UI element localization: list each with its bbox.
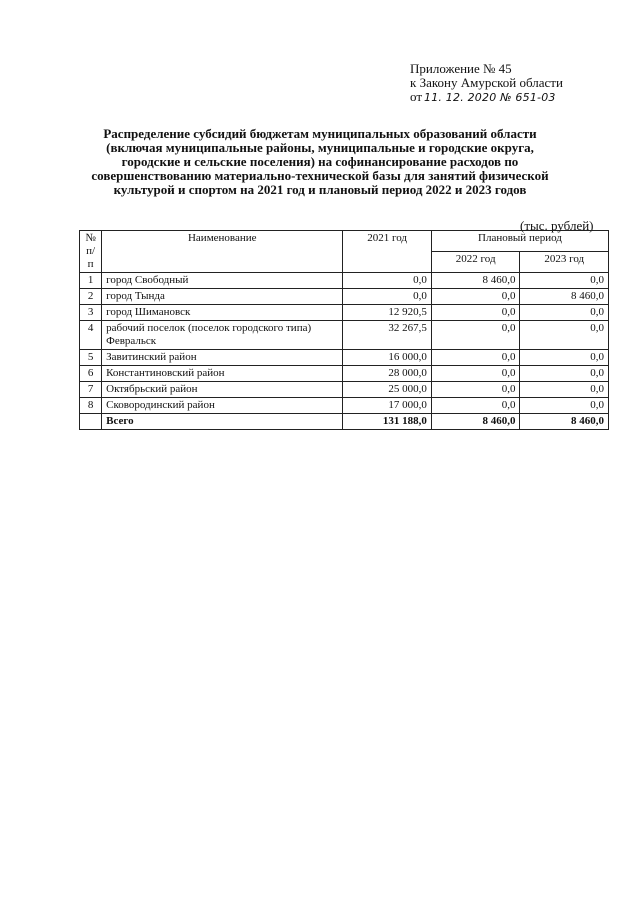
subsidy-table [79, 230, 609, 430]
header-2023: 2023 год [520, 252, 609, 273]
row-name: город Тында [102, 289, 343, 305]
appendix-header [410, 62, 563, 105]
row-2023: 0,0 [520, 398, 609, 414]
row-2021: 17 000,0 [343, 398, 432, 414]
total-2023: 8 460,0 [520, 414, 609, 430]
table-row [80, 289, 609, 305]
table-row [80, 273, 609, 289]
row-2023: 8 460,0 [520, 289, 609, 305]
header-name: Наименование [102, 231, 343, 273]
row-name: Константиновский район [102, 366, 343, 382]
row-num: 1 [80, 273, 102, 289]
row-2021: 25 000,0 [343, 382, 432, 398]
row-num: 3 [80, 305, 102, 321]
table-row [80, 321, 609, 350]
row-2023: 0,0 [520, 321, 609, 350]
row-2023: 0,0 [520, 305, 609, 321]
row-num: 5 [80, 350, 102, 366]
row-2021: 0,0 [343, 289, 432, 305]
row-2022: 0,0 [431, 350, 520, 366]
document-title: Распределение субсидий бюджетам муниципальных образований области (включая муниципальные районы, муниципальные и городские округа, городские и сельские поселения) на софинансирование расходов по совершенствованию материально-технической базы для занятий физической культурой и спортом на 2021 год и плановый период 2022 и 2023 годов [91, 126, 549, 197]
row-name: рабочий поселок (поселок городского типа) Февральск [102, 321, 343, 350]
total-num-cell [80, 414, 102, 430]
row-2022: 0,0 [431, 321, 520, 350]
unit-label: (тыс. рублей) [520, 218, 594, 233]
total-2021: 131 188,0 [343, 414, 432, 430]
row-num: 2 [80, 289, 102, 305]
header-plan-period: Плановый период [431, 231, 608, 252]
row-2021: 0,0 [343, 273, 432, 289]
row-2021: 12 920,5 [343, 305, 432, 321]
appendix-date-prefix: от [410, 89, 423, 104]
total-2022: 8 460,0 [431, 414, 520, 430]
row-num: 8 [80, 398, 102, 414]
table-header-row [80, 231, 609, 252]
row-2022: 0,0 [431, 398, 520, 414]
header-num: № п/п [80, 231, 102, 273]
row-2022: 0,0 [431, 366, 520, 382]
row-2023: 0,0 [520, 366, 609, 382]
row-2021: 32 267,5 [343, 321, 432, 350]
table-row [80, 305, 609, 321]
table-row [80, 366, 609, 382]
row-num: 7 [80, 382, 102, 398]
table-row [80, 350, 609, 366]
total-label: Всего [102, 414, 343, 430]
appendix-law-reference: к Закону Амурской области [410, 75, 563, 90]
row-name: город Свободный [102, 273, 343, 289]
row-name: город Шимановск [102, 305, 343, 321]
row-2023: 0,0 [520, 273, 609, 289]
row-2021: 16 000,0 [343, 350, 432, 366]
row-num: 4 [80, 321, 102, 350]
row-2022: 0,0 [431, 382, 520, 398]
table-row [80, 398, 609, 414]
row-2021: 28 000,0 [343, 366, 432, 382]
appendix-handwritten-date: 11. 12. 2020 № 651-03 [424, 91, 556, 104]
row-name: Завитинский район [102, 350, 343, 366]
row-2022: 0,0 [431, 289, 520, 305]
total-row [80, 414, 609, 430]
appendix-date-line [410, 90, 563, 105]
row-num: 6 [80, 366, 102, 382]
row-2023: 0,0 [520, 350, 609, 366]
header-2021: 2021 год [343, 231, 432, 273]
row-2022: 8 460,0 [431, 273, 520, 289]
table-row [80, 382, 609, 398]
row-name: Октябрьский район [102, 382, 343, 398]
row-2022: 0,0 [431, 305, 520, 321]
header-2022: 2022 год [431, 252, 520, 273]
appendix-number: Приложение № 45 [410, 61, 512, 76]
row-2023: 0,0 [520, 382, 609, 398]
row-name: Сковородинский район [102, 398, 343, 414]
